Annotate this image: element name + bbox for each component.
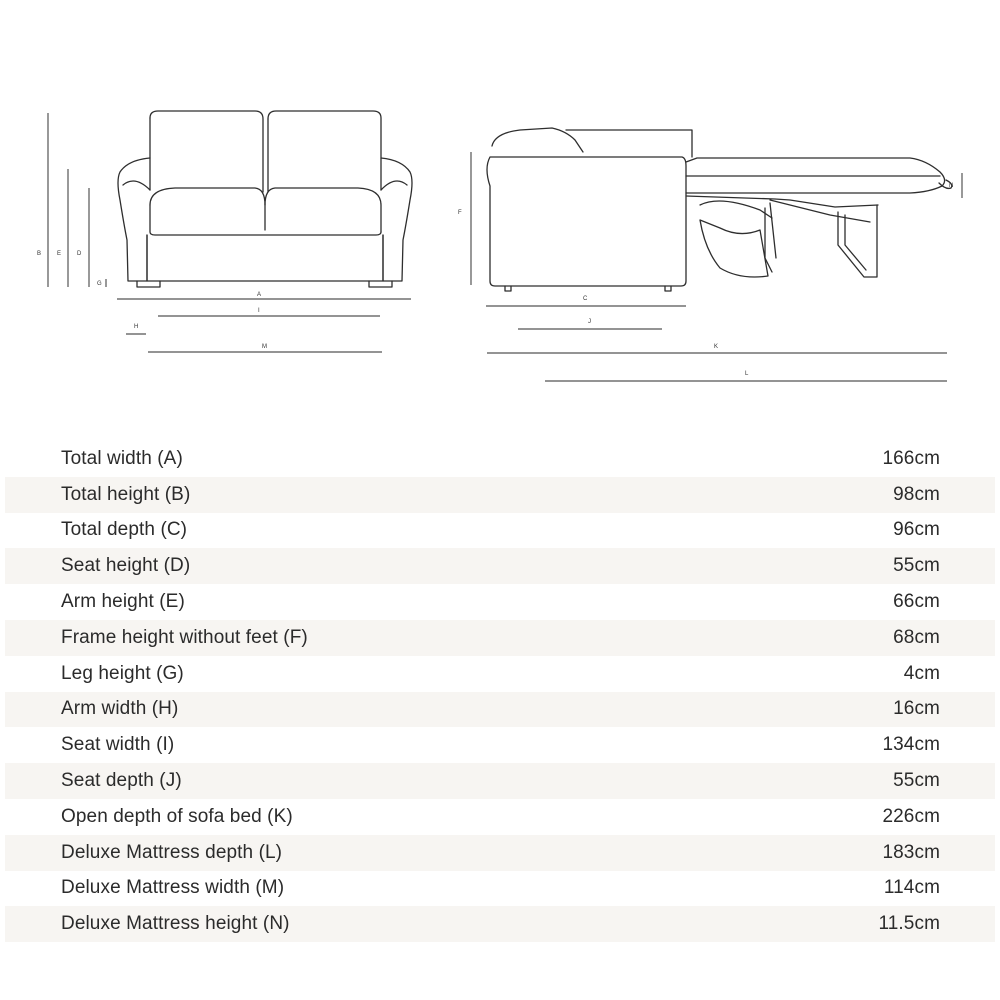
spec-value: 98cm	[893, 483, 940, 505]
spec-label: Open depth of sofa bed (K)	[61, 805, 293, 827]
dim-label-B: B	[37, 251, 42, 257]
spec-value: 96cm	[893, 519, 940, 541]
spec-value: 114cm	[883, 877, 940, 899]
spec-row-mattress-depth	[5, 835, 995, 871]
dim-label-M: M	[262, 344, 267, 350]
spec-label: Leg height (G)	[61, 662, 184, 684]
front-dimension-lines	[37, 113, 411, 352]
spec-label: Arm width (H)	[61, 698, 179, 720]
side-view-drawing	[487, 128, 952, 291]
spec-row-seat-height	[5, 548, 995, 584]
dim-label-A: A	[257, 292, 262, 298]
dim-label-J: J	[588, 319, 591, 325]
front-view-drawing	[118, 111, 412, 287]
spec-row-total-width	[0, 441, 1000, 477]
dim-label-D: D	[77, 251, 82, 257]
spec-label: Frame height without feet (F)	[61, 626, 308, 648]
dim-label-G: G	[97, 281, 102, 287]
spec-row-seat-width	[0, 727, 1000, 763]
dim-label-H: H	[134, 324, 139, 330]
spec-row-total-depth	[0, 513, 1000, 549]
spec-value: 11.5cm	[878, 913, 940, 935]
spec-label: Total width (A)	[61, 447, 183, 469]
spec-label: Seat depth (J)	[61, 770, 182, 792]
spec-label: Arm height (E)	[61, 591, 185, 613]
spec-label: Seat height (D)	[61, 555, 191, 577]
spec-label: Deluxe Mattress depth (L)	[61, 841, 283, 863]
spec-value: 134cm	[882, 734, 940, 756]
dim-label-F: F	[458, 210, 462, 216]
spec-label: Total height (B)	[61, 483, 191, 505]
dim-label-N: N	[949, 183, 954, 189]
dimensions-table	[0, 441, 1000, 942]
dim-label-I: I	[258, 308, 260, 314]
spec-value: 166cm	[882, 447, 940, 469]
spec-row-total-height	[5, 477, 995, 513]
spec-row-frame-height	[5, 620, 995, 656]
spec-value: 55cm	[893, 770, 940, 792]
spec-row-leg-height	[0, 656, 1000, 692]
spec-row-seat-depth	[5, 763, 995, 799]
spec-label: Deluxe Mattress width (M)	[61, 877, 285, 899]
sofa-bed-dimension-diagram	[0, 0, 1000, 400]
spec-row-mattress-width	[0, 871, 1000, 907]
dim-label-K: K	[714, 344, 719, 350]
spec-value: 16cm	[893, 698, 940, 720]
dim-label-L: L	[745, 371, 749, 377]
spec-value: 55cm	[893, 555, 940, 577]
spec-value: 68cm	[893, 626, 940, 648]
dim-label-C: C	[583, 296, 588, 302]
spec-value: 66cm	[893, 591, 940, 613]
spec-value: 226cm	[882, 805, 940, 827]
side-dimension-lines	[458, 152, 962, 381]
spec-label: Total depth (C)	[61, 519, 188, 541]
spec-row-arm-height	[0, 584, 1000, 620]
spec-row-arm-width	[5, 692, 995, 728]
spec-label: Deluxe Mattress height (N)	[61, 913, 290, 935]
spec-value: 183cm	[882, 841, 940, 863]
spec-row-open-depth	[0, 799, 1000, 835]
spec-row-mattress-height	[5, 906, 995, 942]
dim-label-E: E	[57, 251, 62, 257]
spec-value: 4cm	[903, 662, 940, 684]
spec-label: Seat width (I)	[61, 734, 175, 756]
